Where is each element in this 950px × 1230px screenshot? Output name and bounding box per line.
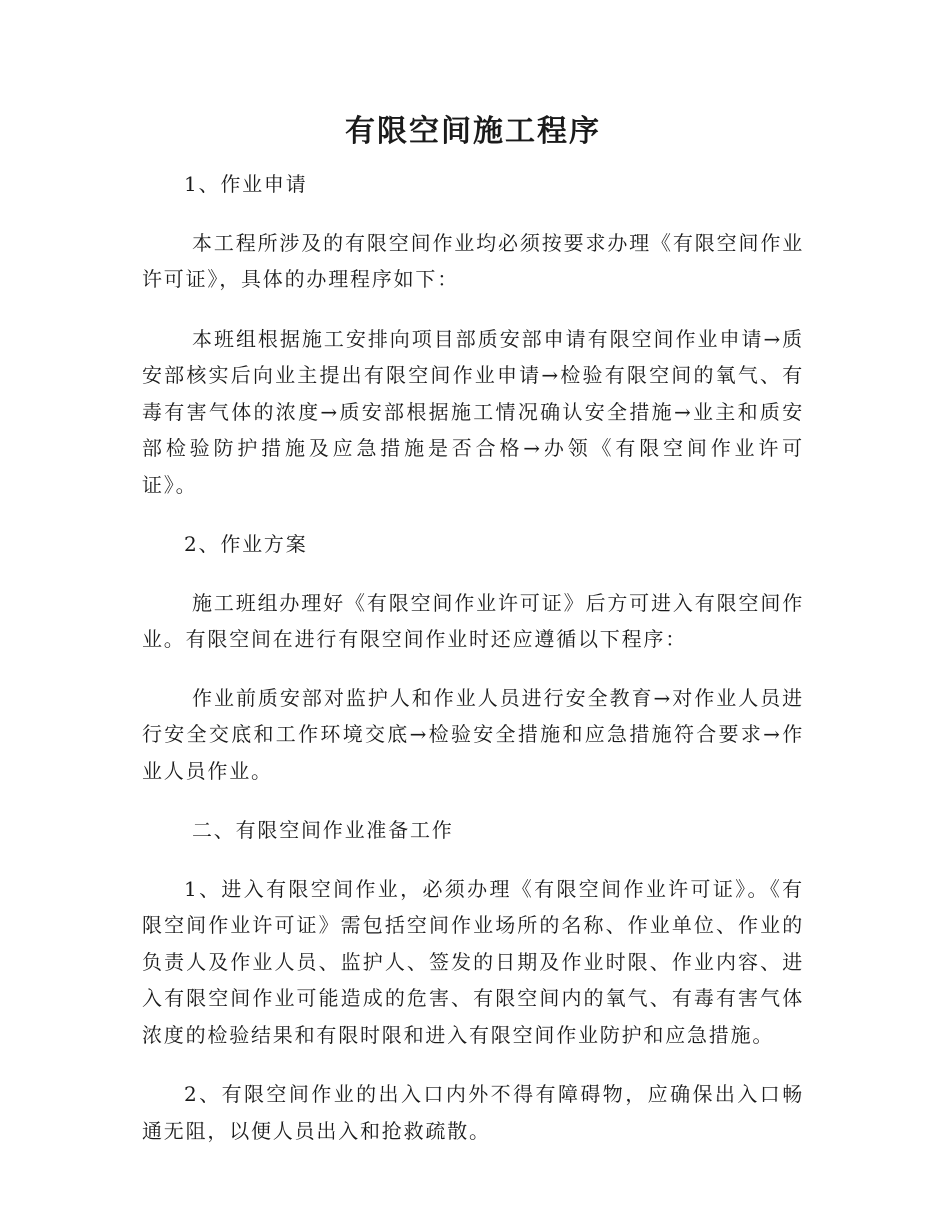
paragraph-application-procedure: 本班组根据施工安排向项目部质安部申请有限空间作业申请→质安部核实后向业主提出有限空间作业申请→检验有限空间的氧气、有毒有害气体的浓度→质安部根据施工情况确认安全措施→业主和质安部检验防护措施及应急措施是否合格→办领《有限空间作业许可证》。 (142, 326, 804, 497)
section-heading-application: 1、作业申请 (184, 172, 308, 196)
paragraph-exit-clearance: 2、有限空间作业的出入口内外不得有障碍物，应确保出入口畅通无阻，以便人员出入和抢救疏散。 (142, 1082, 804, 1143)
document-page (142, 110, 804, 1149)
paragraph-permit-contents: 1、进入有限空间作业，必须办理《有限空间作业许可证》。《有限空间作业许可证》需包括空间作业场所的名称、作业单位、作业的负责人及作业人员、监护人、签发的日期及作业时限、作业内容、进入有限空间作业可能造成的危害、有限空间内的氧气、有毒有害气体浓度的检验结果和有限时限和进入有限空间作业防护和应急措施。 (142, 876, 804, 1047)
document-title: 有限空间施工程序 (345, 114, 601, 149)
paragraph-work-procedure: 作业前质安部对监护人和作业人员进行安全教育→对作业人员进行安全交底和工作环境交底→检验安全措施和应急措施符合要求→作业人员作业。 (142, 685, 804, 783)
section-heading-preparation: 二、有限空间作业准备工作 (192, 818, 454, 842)
paragraph-permit-requirement: 本工程所涉及的有限空间作业均必须按要求办理《有限空间作业许可证》，具体的办理程序如下： (142, 230, 804, 291)
paragraph-entry-condition: 施工班组办理好《有限空间作业许可证》后方可进入有限空间作业。有限空间在进行有限空间作业时还应遵循以下程序： (142, 590, 804, 651)
section-heading-plan: 2、作业方案 (184, 532, 308, 556)
